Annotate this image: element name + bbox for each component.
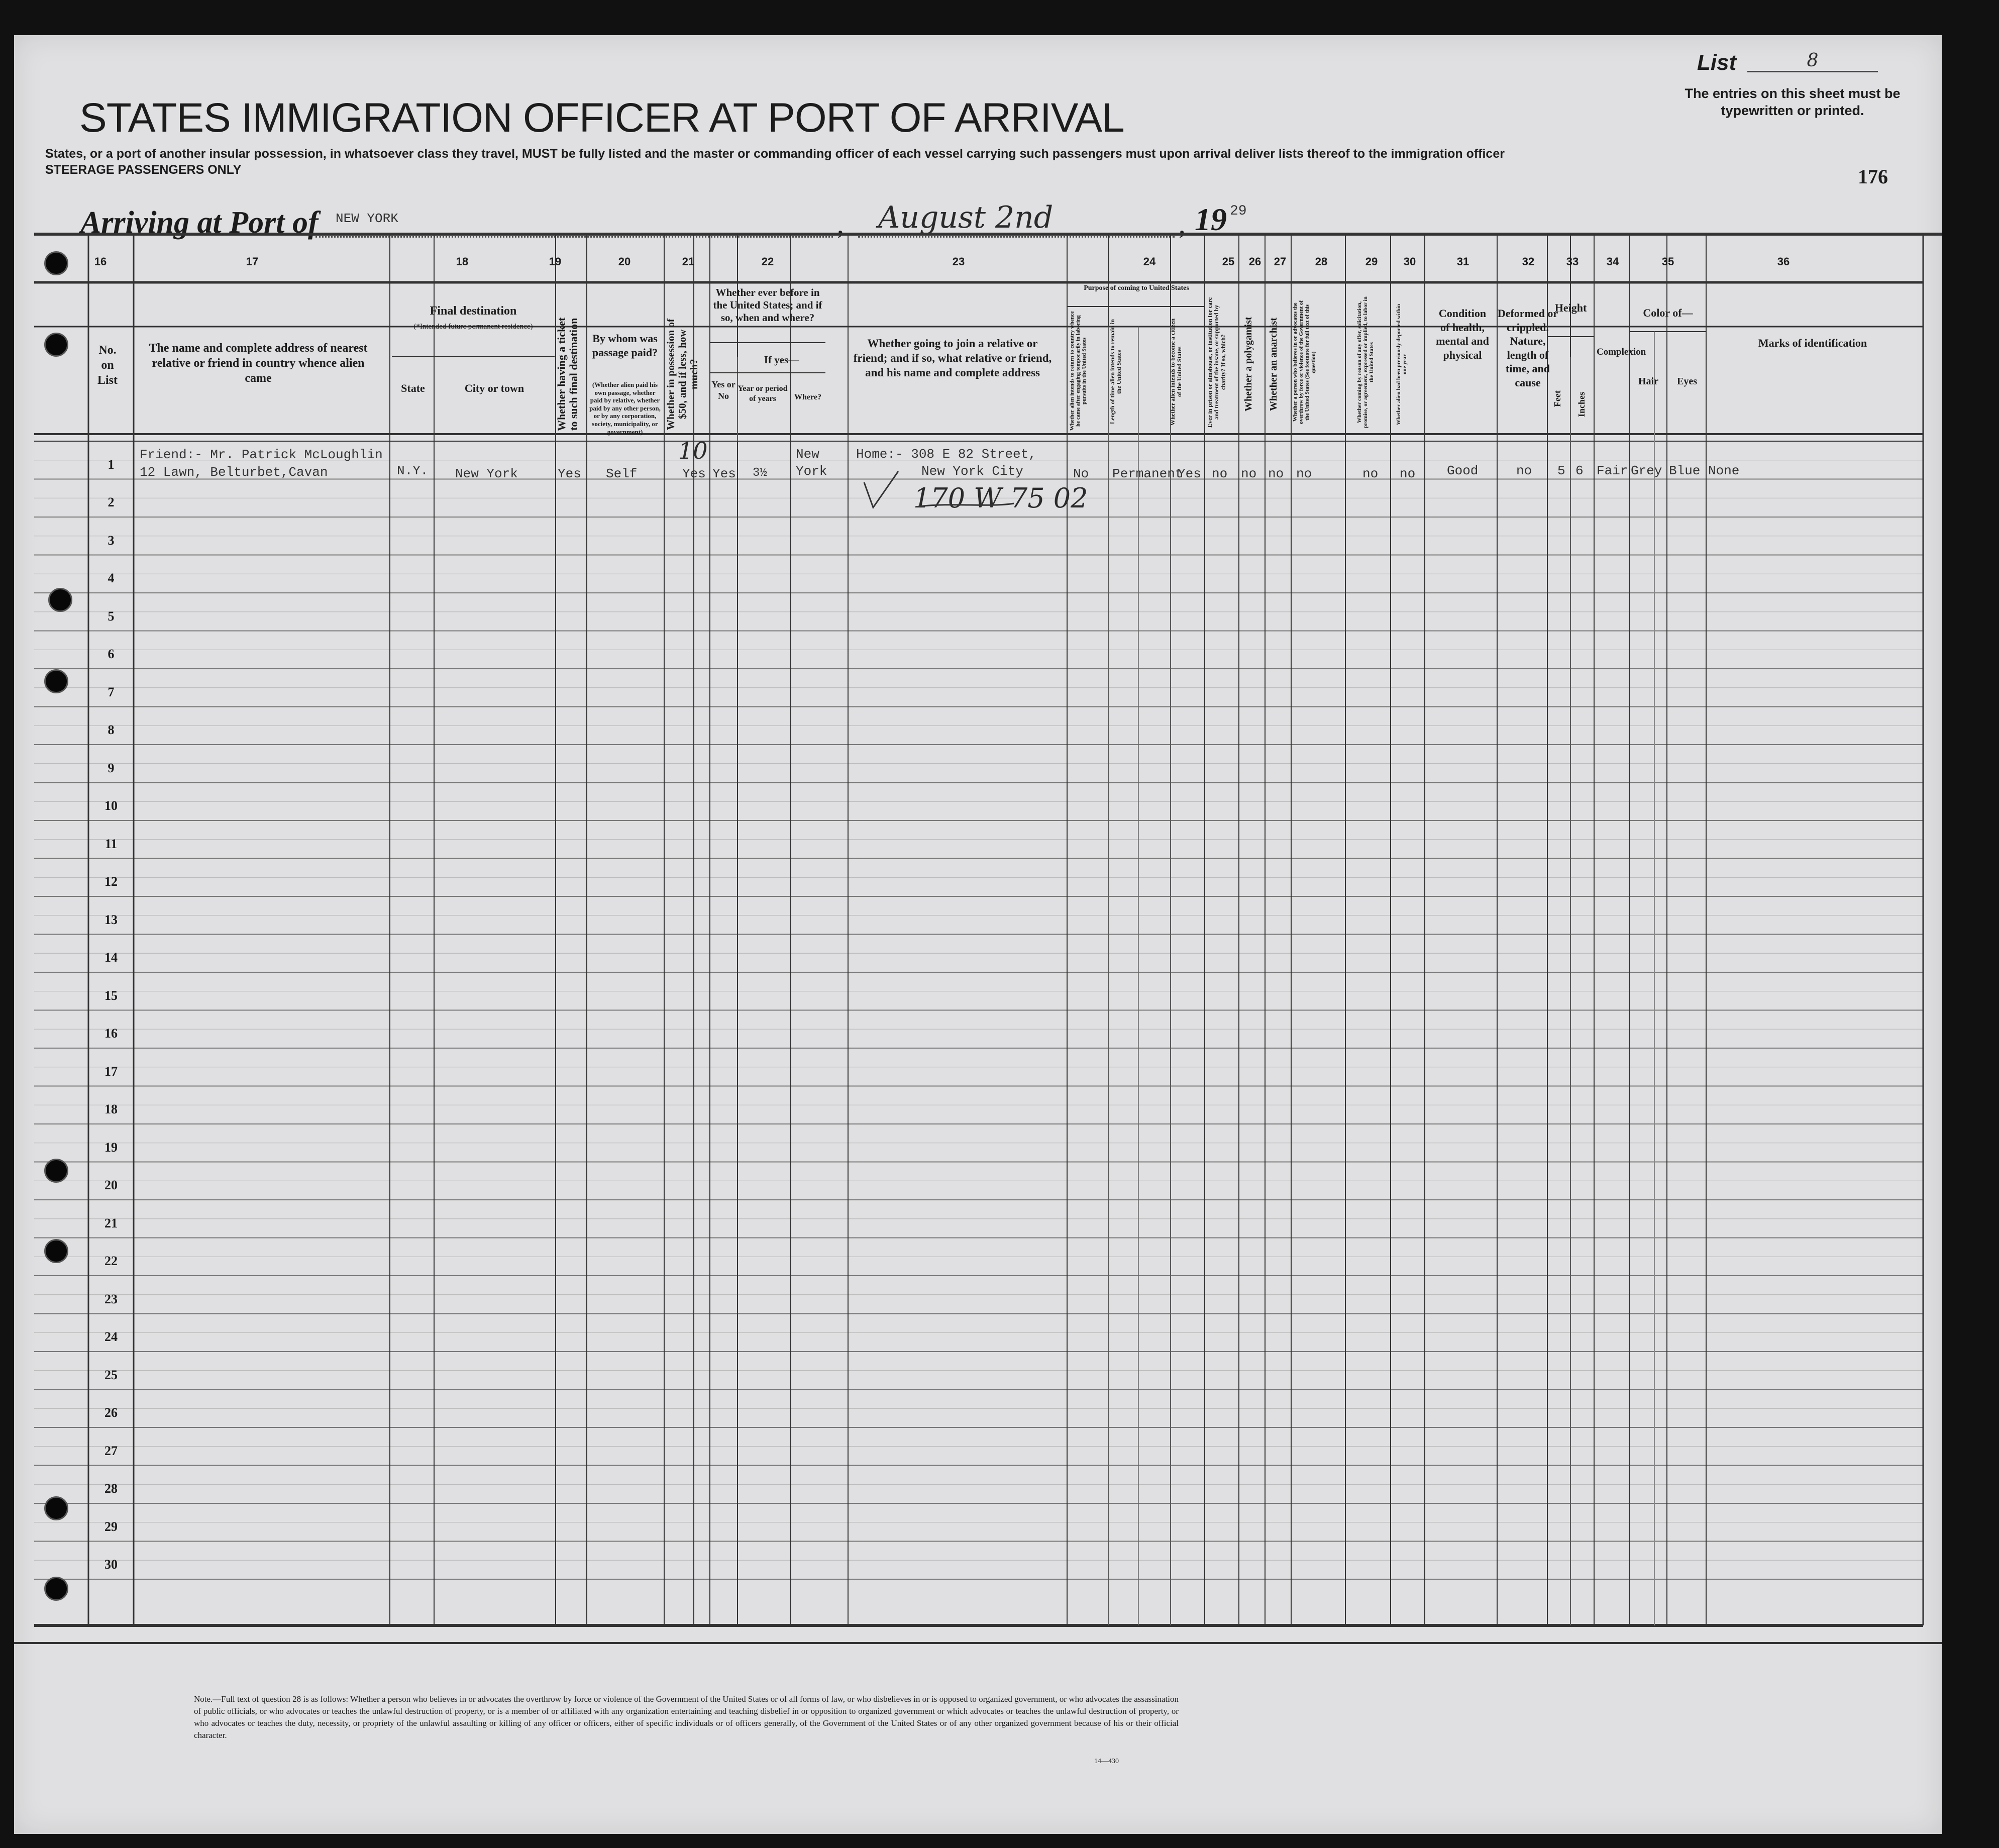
header-return-intent: Whether alien intends to return to country whence he came after engaging temporarily in laboring pursuits in the United States (1069, 311, 1088, 431)
entry-state: N.Y. (397, 463, 429, 478)
row-number: 26 (104, 1405, 118, 1420)
col-num-27: 27 (1274, 255, 1287, 268)
header-anarchist: Whether an anarchist (1268, 318, 1279, 411)
col-num-25: 25 (1222, 255, 1235, 268)
year-prefix: 19 (1195, 201, 1227, 237)
binder-hole (44, 1159, 68, 1183)
entry-anarchist: no (1268, 466, 1284, 481)
header-inches: Inches (1576, 391, 1587, 417)
header-color-of: Color of— (1643, 306, 1693, 319)
header-no-on-list: No. on List (97, 344, 118, 387)
header-hair: Hair (1638, 376, 1658, 387)
entry-paid-by: Self (606, 466, 638, 481)
col-num-22: 22 (761, 255, 774, 268)
arriving-label: Arriving at Port of (80, 206, 319, 240)
entry-citizen: Yes (1178, 466, 1201, 481)
entry-city: New York (455, 466, 518, 481)
row-number: 27 (104, 1443, 118, 1458)
row-number: 29 (104, 1519, 118, 1534)
instructions: States, or a port of another insular possession, in whatsoever class they travel, MUST be fully listed and the master or commanding officer of each vessel carrying such passengers must upon arrival deliver lists thereof to the immigration officer (45, 147, 1505, 161)
header-feet: Feet (1552, 390, 1562, 407)
entry-length: Permanent (1112, 466, 1183, 481)
row-number: 14 (104, 950, 118, 965)
row-number: 9 (108, 760, 115, 775)
row-number: 11 (104, 836, 118, 851)
entry-hair: Grey (1631, 463, 1662, 478)
entry-before-years: 3½ (753, 466, 767, 480)
list-number: 8 (1747, 50, 1878, 72)
col-num-28: 28 (1315, 255, 1328, 268)
row-number: 4 (108, 571, 115, 586)
entry-complexion: Fair (1597, 463, 1628, 478)
col-num-18: 18 (456, 255, 469, 268)
entry-return-intent: No (1073, 466, 1089, 481)
row-number: 18 (104, 1102, 118, 1117)
header-nearest-relative: The name and complete address of nearest relative or friend in country whence alien came (149, 342, 368, 385)
binder-hole (48, 588, 72, 612)
header-health: Condition of health, mental and physical (1436, 307, 1489, 361)
header-yes-or-no: Yes or No (711, 379, 735, 401)
row-number: 17 (104, 1064, 118, 1079)
year-suffix: 29 (1230, 203, 1247, 219)
row-number: 7 (108, 684, 115, 699)
header-prison: Ever in prison or almshouse, or institution for care and treatment of the insane, or supported by charity? If so, which? (1206, 297, 1227, 428)
header-eyes: Eyes (1677, 376, 1697, 387)
col-num-34: 34 (1606, 255, 1619, 268)
col-num-33: 33 (1566, 255, 1579, 268)
form-number: 14—430 (1094, 1758, 1119, 1765)
header-question-28: Whether a person who believes in or advocates the overthrow by force or violence of the Government of the United States (See footnote for full text of this question) (1292, 300, 1317, 425)
header-joining: Whether going to join a relative or friend; and if so, what relative or friend, and his name and complete address (853, 337, 1052, 379)
col-num-30: 30 (1403, 255, 1416, 268)
arrival-date: August 2nd (878, 200, 1054, 235)
entry-ticket: Yes (558, 466, 581, 481)
col-num-32: 32 (1522, 255, 1535, 268)
manifest-sheet: List 8 The entries on this sheet must be typewritten or printed. STATES IMMIGRATION OFFICER AT PORT OF ARRIVAL States, or a port of another insular possession, in whatsoever class they travel, MUST be fully listed and the master or commanding officer of each vessel carrying such passengers must upon arrival deliver lists thereof to the immigration officer STEERAGE PASSENGERS ONLY 176 Arriving at Port of NEW YORK , August 2nd , 19 29 16 17 18 19 20 21 22 23 24 25 26 27 28 29 30 31 32 33 34 35 36 No. on List The name and complete address of nearest relative or friend in country whence alien came Final destination (*Intended future permanent residence) State City or town Whether having a ticket to such final destination By whom was passage paid? (Whether alien paid his own passage, whether paid by relative, whether paid by any other person, or by any corporation, society, municipality, or government) Whether in possession of $50, and if less, how much? Whether ever before in the United States; and if so, when and where? If yes— Yes or No Year or period of years Where? Whether going to join a relative or friend; and if so, what relative or friend, and his name and complete address Purpose of coming to United States Whether alien intends to return to country whence he came after engaging temporarily in laboring pursuits in the United States Length of time alien intends to remain in the United States Whether alien intends to become a citizen of the United States Ever in prison or almshouse, or institution for care and treatment of the insane, or supported by charity? If so, which? Whether a polygamist Whether an anarchist Whether a person who believes in or advocates the overthrow by force or violence of the Government of the United States (See footnote for full text of this question) Whether coming by reason of any offer, solicitation, promise, or agreement, expressed or implied, to labor in the United States Whether alien had been previously deported within one year Condition of health, mental and physical Deformed or crippled. Nature, length of time, and cause Height Feet Inches Complexion Color of— Hair Eyes Marks of identification 1 2 3 4 5 6 7 8 9 10 11 12 13 14 15 16 17 18 19 20 21 22 23 24 25 26 27 28 29 30 Friend:- Mr. Patrick McLoughlin 12 Lawn, Belturbet,Cavan N.Y. New York Yes Self 10 Yes Yes 3½ New York Home:- 308 E 82 Street, New York City 170 W 75 02 No Permanent Yes no no no no no no Good no 5 6 Fair Grey Blue None Note.—Full text of question 28 is as follows: Whether a person who believes in or advocates the overthrow by force or violence of the Government of the United States or of all forms of law, or who disbelieves in or is opposed to organized government, or who advocates the assassination of public officials, or who advocates or teaches the unlawful destruction of property, or is a member of or affiliated with any organization entertaining and teaching disbelief in or opposition to organized government or which advocates or teaches the unlawful destruction of property, or who advocates or teaches the duty, necessity, or propriety of the unlawful assaulting or killing of any officer or officers, either of specific individuals or of officers generally, of the Government of the United States or of any other organized government because of his or their official character. 14—430 (14, 35, 1942, 1834)
col-num-36: 36 (1777, 255, 1790, 268)
col-num-29: 29 (1365, 255, 1378, 268)
row-number: 2 (108, 495, 115, 510)
row-number: 15 (104, 988, 118, 1003)
binder-hole (44, 251, 68, 275)
header-ticket: Whether having a ticket to such final destination (555, 317, 580, 432)
col-num-20: 20 (618, 255, 631, 268)
row-number: 30 (104, 1557, 118, 1572)
row-number: 10 (104, 798, 118, 813)
header-purpose: Purpose of coming to United States (1084, 284, 1189, 292)
header-citizen-intent: Whether alien intends to become a citizen of the United States (1169, 318, 1183, 426)
col-num-17: 17 (246, 255, 259, 268)
entry-deformed: no (1516, 463, 1532, 478)
header-complexion: Complexion (1597, 347, 1646, 357)
row-number: 16 (104, 1026, 118, 1041)
header-length-of-stay: Length of time alien intends to remain in the United States (1109, 319, 1123, 425)
header-marks: Marks of identification (1758, 337, 1867, 349)
header-money: Whether in possession of $50, and if less, how much? (665, 319, 700, 430)
col-num-16: 16 (94, 255, 107, 268)
col-num-31: 31 (1456, 255, 1469, 268)
header-before-in-us: Whether ever before in the United States; and if so, when and where? (713, 286, 822, 324)
row-number: 13 (104, 912, 118, 927)
row-number: 19 (104, 1140, 118, 1155)
row-number: 24 (104, 1329, 118, 1345)
entry-marks: None (1708, 463, 1740, 478)
footnote: Note.—Full text of question 28 is as follows: Whether a person who believes in or advocates the overthrow by force or violence of the Government of the United States or of all forms of law, or who disbelieves in or is opposed to organized government, or who advocates the assassination of public officials, or who advocates or teaches the unlawful destruction of property, or is a member of or affiliated with any organization entertaining and teaching disbelief in or opposition to organized government or which advocates or teaches the unlawful destruction of property, or who advocates or teaches the duty, necessity, or propriety of the unlawful assaulting or killing of any officer or officers, either of specific individuals or of officers generally, of the Government of the United States or of any other organized government because of his or their official character. (194, 1694, 1179, 1740)
header-passage-paid: By whom was passage paid? (592, 332, 658, 359)
header-passage-paid-note: (Whether alien paid his own passage, whether paid by relative, whether paid by any other person, or by any corporation, society, municipality, or government) (589, 381, 661, 436)
header-final-destination: Final destination (430, 304, 517, 318)
entry-eyes: Blue (1669, 463, 1701, 478)
entry-polygamist: no (1241, 466, 1257, 481)
col-num-35: 35 (1661, 255, 1674, 268)
header-final-destination-note: (*Intended future permanent residence) (413, 323, 533, 331)
entry-q28: no (1296, 466, 1312, 481)
col-num-21: 21 (682, 255, 695, 268)
header-deported: Whether alien had been previously deported within one year (1396, 303, 1408, 425)
header-if-yes: If yes— (764, 354, 799, 366)
row-number: 12 (104, 874, 118, 889)
header-city: City or town (464, 382, 524, 394)
entry-prison: no (1212, 466, 1228, 481)
row-number: 22 (104, 1254, 118, 1269)
row-number: 20 (104, 1178, 118, 1193)
entry-joining: Home:- 308 E 82 Street, New York City (856, 447, 1036, 479)
entry-joining-hand: 170 W 75 02 (913, 482, 1088, 514)
entry-relative: Friend:- Mr. Patrick McLoughlin 12 Lawn, Belturbet,Cavan (140, 447, 383, 480)
page-title: STATES IMMIGRATION OFFICER AT PORT OF ARRIVAL (79, 95, 1124, 141)
col-num-26: 26 (1248, 255, 1261, 268)
binder-hole (44, 1577, 68, 1601)
sheet-number: 176 (1858, 165, 1888, 188)
binder-hole (44, 333, 68, 357)
class-line: STEERAGE PASSENGERS ONLY (45, 163, 242, 177)
binder-hole (44, 1496, 68, 1520)
entry-money: Yes (682, 466, 706, 481)
binder-hole (44, 1239, 68, 1263)
header-height: Height (1554, 301, 1587, 314)
header-where: Where? (794, 393, 821, 401)
entry-q29: no (1362, 466, 1379, 481)
row-number: 28 (104, 1481, 118, 1496)
form-grid (14, 35, 1942, 1834)
entry-before-where: New York (796, 447, 827, 479)
col-num-24: 24 (1143, 255, 1156, 268)
header-contract-labor: Whether coming by reason of any offer, solicitation, promise, or agreement, expressed or implied, to labor in the United States (1356, 296, 1375, 428)
binder-hole (44, 669, 68, 693)
entry-health: Good (1447, 463, 1479, 478)
row-number: 25 (104, 1367, 118, 1382)
entry-money-hand: 10 (678, 437, 708, 464)
entry-before-yes: Yes (712, 466, 736, 481)
header-deformed: Deformed or crippled. Nature, length of time, and cause (1497, 307, 1558, 389)
header-polygamist: Whether a polygamist (1243, 317, 1254, 412)
col-num-23: 23 (952, 255, 965, 268)
entry-feet: 5 (1557, 463, 1565, 478)
header-period: Year or period of years (738, 384, 788, 403)
row-number: 3 (108, 533, 115, 548)
entry-inches: 6 (1575, 463, 1584, 478)
row-number: 1 (108, 457, 115, 472)
row-number: 21 (104, 1215, 118, 1230)
entry-deported: no (1400, 466, 1416, 481)
row-number: 8 (108, 723, 115, 738)
header-state: State (401, 382, 425, 394)
port-of-arrival: NEW YORK (336, 211, 398, 226)
col-num-19: 19 (549, 255, 562, 268)
row-number: 23 (104, 1291, 118, 1306)
list-label: List (1697, 50, 1737, 75)
typed-note: The entries on this sheet must be typewritten or printed. (1685, 86, 1901, 118)
row-number: 6 (108, 647, 115, 662)
check-mark (863, 467, 1024, 512)
row-number: 5 (108, 608, 115, 624)
